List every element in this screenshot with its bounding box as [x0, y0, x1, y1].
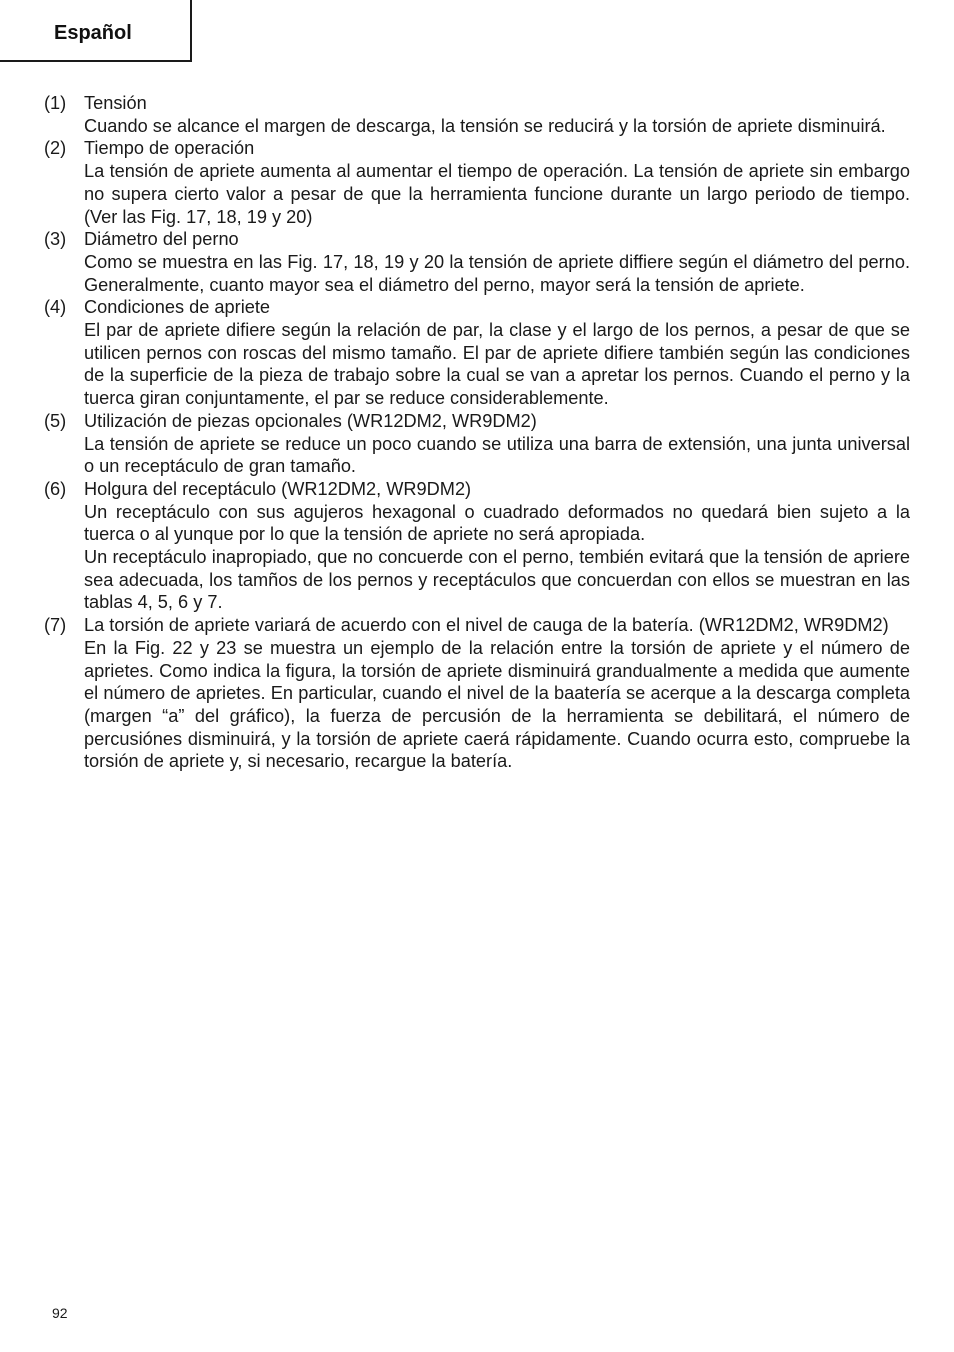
item-paragraph: En la Fig. 22 y 23 se muestra un ejemplo de la relación entre la torsión de apriete y el número de aprietes. Como indica la figura, la torsión de apriete disminuirá grandualmente a medida que aumente el número de aprietes. En particular, cuando el nivel de la baatería se acerque a la descarga completa (margen “a” del gráfico), la fuerza de percusión de la herramienta se debilitará, el número de percusiónes disminuirá, y la torsión de apriete caerá rápidamente. Cuando ocurra esto, compruebe la torsión de apriete y, si necesario, recargue la batería. — [84, 637, 910, 772]
item-paragraph: Cuando se alcance el margen de descarga, la tensión se reducirá y la torsión de apriete disminuirá. — [84, 115, 886, 136]
page-number: 92 — [52, 1305, 68, 1321]
item-paragraph: La tensión de apriete aumenta al aumentar el tiempo de operación. La tensión de apriete sin embargo no supera cierto valor a pesar de que la herramienta funcione durante un largo periodo de tiempo. (Ver las Fig. 17, 18, 19 y 20) — [84, 161, 910, 227]
item-title: Tensión — [84, 93, 147, 113]
item-title: Tiempo de operación — [84, 138, 255, 159]
item-title: Diámetro del perno — [84, 229, 239, 250]
item-number: (6) — [44, 478, 67, 499]
language-label: Español — [54, 22, 132, 44]
item-number: (3) — [44, 229, 67, 250]
item-number: (7) — [44, 615, 67, 636]
item-title: Utilización de piezas opcionales (WR12DM2, WR9DM2) — [84, 410, 537, 431]
list-item — [44, 137, 910, 228]
item-number: (1) — [44, 93, 67, 113]
item-number: (4) — [44, 297, 67, 318]
document-body — [44, 92, 910, 773]
list-item — [44, 614, 910, 773]
item-paragraph: El par de apriete difiere según la relación de par, la clase y el largo de los pernos, a pesar de que se utilicen pernos con roscas del mismo tamaño. El par de apriete difiere también según las condiciones de la superficie de la pieza de trabajo sobre la cual se van a apretar los pernos. Cuando el perno y la tuerca giran conjuntamente, el par se reduce considerablemente. — [84, 320, 910, 409]
item-title: La torsión de apriete variará de acuerdo con el nivel de cauga de la batería. (WR12DM2, WR9DM2) — [84, 615, 889, 636]
item-title: Holgura del receptáculo (WR12DM2, WR9DM2) — [84, 478, 472, 499]
item-number: (5) — [44, 410, 67, 431]
list-item — [44, 228, 910, 296]
item-number: (2) — [44, 138, 67, 159]
list-item — [44, 410, 910, 478]
list-item — [44, 296, 910, 410]
list-item — [44, 478, 910, 614]
language-tab — [0, 0, 192, 62]
item-paragraph: Un receptáculo inapropiado, que no concuerde con el perno, tembién evitará que la tensión de apriere sea adecuada, los tamños de los pernos y receptáculos que concuerdan con ellos se muestran en las tablas 4, 5, 6 y 7. — [84, 547, 910, 613]
item-paragraph: Como se muestra en las Fig. 17, 18, 19 y 20 la tensión de apriete diffiere según el diámetro del perno. Generalmente, cuanto mayor sea el diámetro del perno, mayor será la tensión de apriete. — [84, 251, 910, 295]
list-item — [44, 92, 910, 137]
item-title: Condiciones de apriete — [84, 297, 271, 318]
item-paragraph: Un receptáculo con sus agujeros hexagonal o cuadrado deformados no quedará bien sujeto a la tuerca o al yunque por lo que la tensión de apriete no será apropiada. — [84, 501, 910, 545]
item-paragraph: La tensión de apriete se reduce un poco cuando se utiliza una barra de extensión, una junta universal o un receptáculo de gran tamaño. — [84, 433, 910, 477]
